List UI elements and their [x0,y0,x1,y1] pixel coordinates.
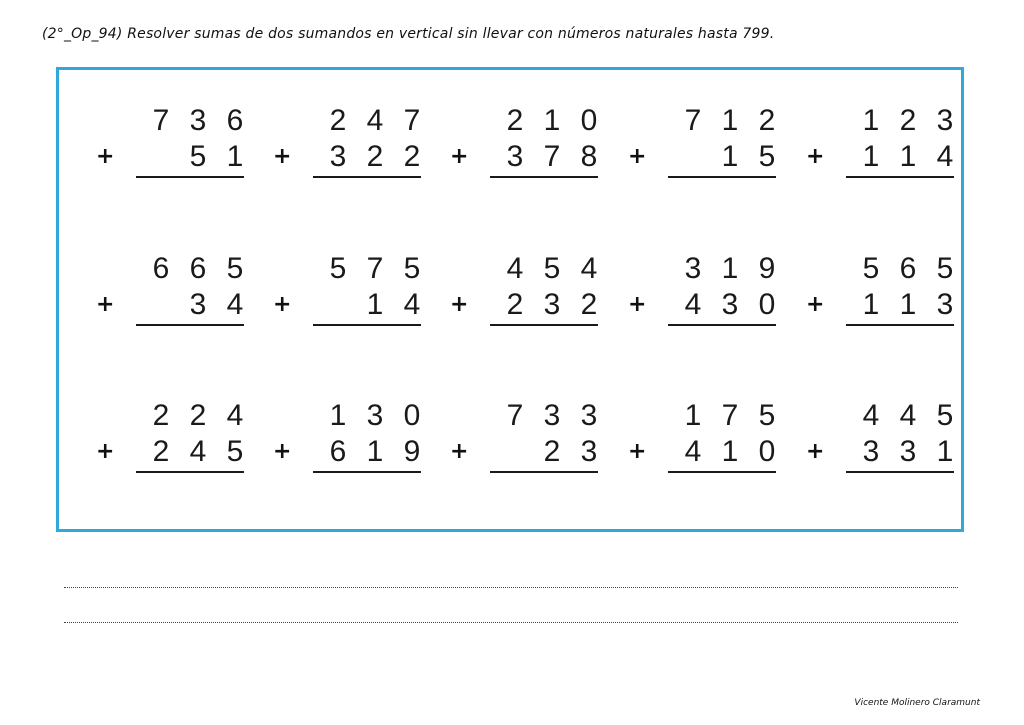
plus-sign: + [273,144,292,169]
digit: 3 [189,288,207,321]
addend-top [149,401,247,431]
digit: 1 [329,399,347,432]
plus-sign: + [806,292,825,317]
plus-sign: + [450,439,469,464]
digit: 1 [862,140,880,173]
addend-bottom [859,142,957,172]
digit: 3 [329,140,347,173]
answer-line-2 [64,622,958,623]
digit: 7 [403,104,421,137]
digit: 4 [226,399,244,432]
addend-top [859,401,957,431]
digit: 5 [862,252,880,285]
digit: 3 [936,104,954,137]
digit: 7 [366,252,384,285]
digit [503,437,527,467]
digit: 0 [580,104,598,137]
plus-sign: + [806,439,825,464]
addition-problem [273,252,421,334]
digit: 7 [684,104,702,137]
addition-problem [96,399,244,481]
digit: 3 [506,140,524,173]
addend-bottom [326,142,424,172]
sum-line [668,176,776,178]
sum-line [846,176,954,178]
digit: 0 [758,435,776,468]
addend-top [503,106,601,136]
digit: 9 [758,252,776,285]
digit: 3 [936,288,954,321]
addition-problem [628,399,776,481]
addend-top [681,106,779,136]
addition-problem [450,399,598,481]
plus-sign: + [628,439,647,464]
sum-line [136,471,244,473]
digit: 5 [403,252,421,285]
plus-sign: + [96,439,115,464]
addend-bottom [326,290,424,320]
digit: 1 [936,435,954,468]
digit: 1 [366,288,384,321]
addition-problem [806,399,954,481]
addend-bottom [503,290,601,320]
addition-problem [628,252,776,334]
digit: 6 [899,252,917,285]
addend-top [503,401,601,431]
digit: 2 [403,140,421,173]
addend-bottom [503,142,601,172]
digit: 5 [226,252,244,285]
plus-sign: + [450,144,469,169]
digit: 4 [226,288,244,321]
digit: 6 [152,252,170,285]
addition-problem [806,104,954,186]
addend-top [326,106,424,136]
digit [326,290,350,320]
digit: 4 [936,140,954,173]
addend-top [149,106,247,136]
plus-sign: + [628,144,647,169]
addend-top [859,254,957,284]
digit: 5 [936,252,954,285]
sum-line [136,176,244,178]
sum-line [313,176,421,178]
digit: 5 [758,399,776,432]
sum-line [313,324,421,326]
digit: 2 [152,435,170,468]
digit: 3 [543,288,561,321]
digit: 4 [580,252,598,285]
sum-line [313,471,421,473]
plus-sign: + [273,292,292,317]
digit: 3 [189,104,207,137]
sum-line [846,324,954,326]
digit: 8 [580,140,598,173]
addend-bottom [681,437,779,467]
digit: 4 [366,104,384,137]
addition-problem [806,252,954,334]
sum-line [846,471,954,473]
digit: 0 [758,288,776,321]
addend-top [149,254,247,284]
digit: 0 [403,399,421,432]
addend-top [326,401,424,431]
digit: 6 [226,104,244,137]
digit: 1 [721,140,739,173]
addition-problem [96,104,244,186]
digit: 2 [899,104,917,137]
digit: 1 [721,104,739,137]
digit: 4 [684,288,702,321]
digit: 7 [721,399,739,432]
addition-problem [450,104,598,186]
digit: 1 [366,435,384,468]
sum-line [136,324,244,326]
addend-bottom [681,290,779,320]
addend-top [681,254,779,284]
plus-sign: + [96,292,115,317]
digit: 5 [543,252,561,285]
digit [681,142,705,172]
digit: 7 [506,399,524,432]
addend-bottom [859,290,957,320]
addend-top [503,254,601,284]
addend-bottom [681,142,779,172]
sum-line [490,176,598,178]
plus-sign: + [273,439,292,464]
digit: 3 [580,435,598,468]
addend-bottom [149,290,247,320]
answer-line-1 [64,587,958,588]
digit: 6 [329,435,347,468]
digit: 1 [899,140,917,173]
sum-line [490,471,598,473]
digit: 1 [862,288,880,321]
addend-top [326,254,424,284]
digit: 5 [329,252,347,285]
addend-bottom [859,437,957,467]
plus-sign: + [806,144,825,169]
digit: 5 [758,140,776,173]
digit: 2 [152,399,170,432]
plus-sign: + [96,144,115,169]
digit: 1 [543,104,561,137]
plus-sign: + [450,292,469,317]
digit: 2 [329,104,347,137]
digit: 2 [189,399,207,432]
digit: 2 [758,104,776,137]
addend-bottom [326,437,424,467]
addition-problem [273,399,421,481]
digit: 3 [543,399,561,432]
digit: 2 [506,104,524,137]
digit: 3 [580,399,598,432]
addition-problem [96,252,244,334]
worksheet-title: (2°_Op_94) Resolver sumas de dos sumandos en vertical sin llevar con números naturales hasta 799. [42,26,775,42]
digit: 6 [189,252,207,285]
digit: 1 [721,252,739,285]
digit: 4 [403,288,421,321]
addend-top [681,401,779,431]
digit: 5 [189,140,207,173]
digit: 4 [506,252,524,285]
digit: 1 [684,399,702,432]
sum-line [668,471,776,473]
addend-bottom [503,437,601,467]
digit: 4 [684,435,702,468]
digit [149,290,173,320]
sum-line [668,324,776,326]
author-signature: Vicente Molinero Claramunt [854,698,980,708]
addend-bottom [149,142,247,172]
digit: 4 [862,399,880,432]
addition-problem [628,104,776,186]
digit: 1 [721,435,739,468]
digit: 2 [543,435,561,468]
addend-top [859,106,957,136]
digit: 5 [226,435,244,468]
digit: 3 [899,435,917,468]
sum-line [490,324,598,326]
digit: 4 [899,399,917,432]
digit: 3 [862,435,880,468]
digit: 7 [152,104,170,137]
digit: 2 [506,288,524,321]
digit: 9 [403,435,421,468]
digit: 3 [721,288,739,321]
digit: 7 [543,140,561,173]
digit: 3 [684,252,702,285]
digit: 1 [862,104,880,137]
digit: 4 [189,435,207,468]
digit: 2 [580,288,598,321]
digit [149,142,173,172]
digit: 2 [366,140,384,173]
digit: 1 [899,288,917,321]
digit: 1 [226,140,244,173]
digit: 5 [936,399,954,432]
addition-problem [273,104,421,186]
plus-sign: + [628,292,647,317]
addition-problem [450,252,598,334]
addend-bottom [149,437,247,467]
digit: 3 [366,399,384,432]
